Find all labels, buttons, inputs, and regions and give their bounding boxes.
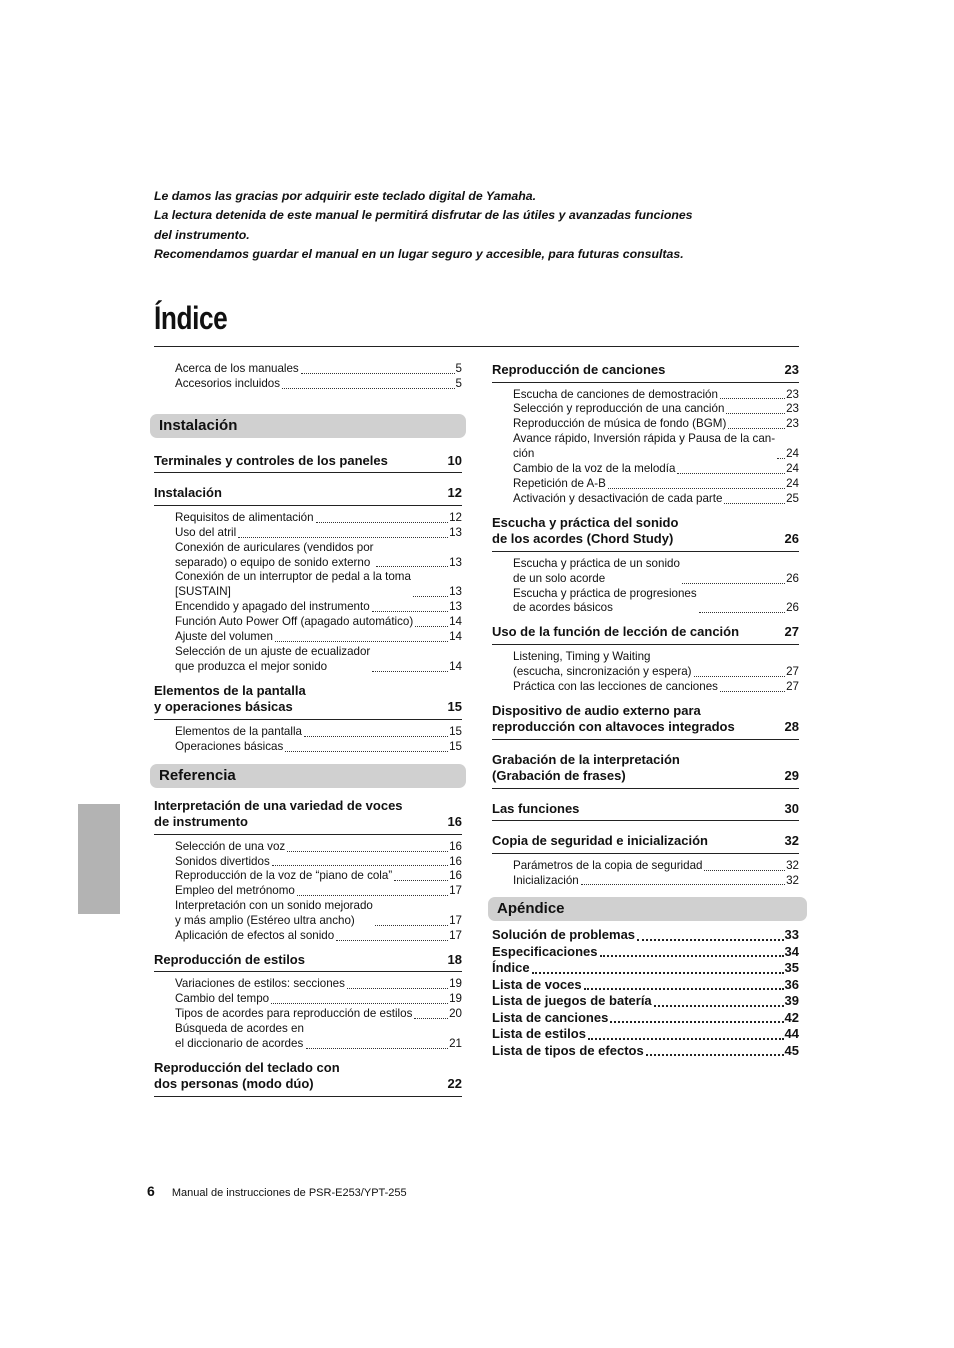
appendix-entry[interactable] xyxy=(492,993,799,1010)
toc-item[interactable] xyxy=(513,462,799,477)
toc-item[interactable] xyxy=(513,477,799,492)
toc-item[interactable] xyxy=(513,557,799,587)
toc-item-page: 23 xyxy=(786,387,799,401)
dot-leader xyxy=(608,488,785,489)
toc-item[interactable] xyxy=(175,977,462,992)
toc-item-label: Escucha de canciones de demostración xyxy=(513,387,718,401)
intro-line: Recomendamos guardar el manual en un lugar seguro y accesible, para futuras consultas. xyxy=(154,246,684,261)
section-header-apendice: Apéndice xyxy=(488,897,807,921)
page-footer xyxy=(147,1183,407,1199)
toc-item-page: 32 xyxy=(786,873,799,887)
title-rule xyxy=(154,346,799,347)
dot-leader xyxy=(532,972,784,974)
chapter-title: Dispositivo de audio externo para reproducción con altavoces integrados xyxy=(492,702,735,735)
side-tab-marker xyxy=(78,804,120,914)
appendix-label: Índice xyxy=(492,960,530,976)
toc-item-label: Escucha y práctica de progresiones de acordes básicos xyxy=(513,586,697,615)
toc-item-label: Parámetros de la copia de seguridad xyxy=(513,858,703,872)
toc-item-label: Avance rápido, Inversión rápida y Pausa de la can- ción xyxy=(513,432,776,461)
appendix-label: Solución de problemas xyxy=(492,927,636,943)
toc-item-label: Elementos de la pantalla xyxy=(175,724,302,738)
toc-item-page: 13 xyxy=(449,585,462,599)
toc-right-column xyxy=(492,350,799,1059)
chapter-entry[interactable] xyxy=(154,952,462,973)
toc-item-page: 17 xyxy=(449,929,462,943)
toc-items xyxy=(492,645,799,695)
appendix-page: 44 xyxy=(784,1026,799,1042)
dot-leader xyxy=(654,1005,784,1007)
toc-item-label: Tipos de acordes para reproducción de estilos xyxy=(175,1007,413,1021)
dot-leader xyxy=(724,503,785,504)
toc-item-label: Selección de un ajuste de ecualizador que produzca el mejor sonido xyxy=(175,644,371,673)
toc-item-page: 19 xyxy=(449,992,462,1006)
toc-item-page: 14 xyxy=(449,659,462,673)
page-title: Índice xyxy=(154,300,228,336)
toc-item[interactable] xyxy=(175,600,462,615)
toc-item-label: Ajuste del volumen xyxy=(175,630,273,644)
dot-leader xyxy=(316,522,449,523)
toc-item-label: Interpretación con un sonido mejorado y más amplio (Estéreo ultra ancho) xyxy=(175,899,373,928)
dot-leader xyxy=(394,880,448,881)
appendix-page: 36 xyxy=(784,976,799,992)
toc-item-label: Listening, Timing y Waiting (escucha, sincronización y espera) xyxy=(513,649,692,678)
chapter-title: Las funciones xyxy=(492,800,580,816)
dot-leader xyxy=(415,626,448,627)
toc-item[interactable] xyxy=(513,388,799,403)
chapter-title: Elementos de la pantalla y operaciones básicas xyxy=(154,682,306,715)
dot-leader xyxy=(720,398,785,399)
appendix-page: 34 xyxy=(784,943,799,959)
dot-leader xyxy=(610,1021,783,1023)
appendix-page: 39 xyxy=(784,993,799,1009)
chapter-page: 30 xyxy=(784,800,799,816)
appendix-entry[interactable] xyxy=(492,1026,799,1043)
dot-leader xyxy=(728,428,785,429)
toc-item[interactable] xyxy=(175,899,462,929)
toc-item[interactable] xyxy=(175,511,462,526)
toc-item-label: Conexión de un interruptor de pedal a la toma [SUSTAIN] xyxy=(175,570,411,599)
chapter-title: Escucha y práctica del sonido de los acordes (Chord Study) xyxy=(492,514,679,547)
toc-item[interactable] xyxy=(175,840,462,855)
toc-item-page: 14 xyxy=(449,630,462,644)
toc-item[interactable] xyxy=(175,526,462,541)
toc-item-label: Encendido y apagado del instrumento xyxy=(175,600,370,614)
toc-item[interactable] xyxy=(175,869,462,884)
toc-item-label: Función Auto Power Off (apagado automático) xyxy=(175,615,414,629)
toc-item-page: 21 xyxy=(449,1037,462,1051)
chapter-entry[interactable] xyxy=(154,1060,462,1097)
footer-text: Manual de instrucciones de PSR-E253/YPT-255 xyxy=(171,1187,407,1199)
dot-leader xyxy=(272,865,448,866)
appendix-entry[interactable] xyxy=(492,927,799,944)
chapter-entry[interactable] xyxy=(154,683,462,720)
toc-item-label: Cambio de la voz de la melodía xyxy=(513,462,676,476)
dot-leader xyxy=(677,473,785,474)
appendix-entry[interactable] xyxy=(492,1043,799,1060)
chapter-entry[interactable] xyxy=(492,515,799,552)
toc-item[interactable] xyxy=(513,402,799,417)
dot-leader xyxy=(682,583,785,584)
toc-item[interactable] xyxy=(175,630,462,645)
toc-items xyxy=(154,972,462,1052)
toc-items xyxy=(154,506,462,675)
dot-leader xyxy=(271,1003,448,1004)
toc-item[interactable] xyxy=(513,859,799,874)
appendix-entry[interactable] xyxy=(492,977,799,994)
dot-leader xyxy=(347,988,448,989)
toc-item-label: Reproducción de la voz de “piano de cola” xyxy=(175,869,393,883)
chapter-title: Copia de seguridad e inicialización xyxy=(492,833,708,849)
intro-text xyxy=(154,187,794,264)
chapter-page: 32 xyxy=(784,833,799,849)
toc-items xyxy=(154,350,462,392)
chapter-page: 22 xyxy=(447,1076,462,1092)
toc-item-page: 15 xyxy=(449,739,462,753)
chapter-page: 18 xyxy=(447,951,462,967)
dot-leader xyxy=(372,671,448,672)
chapter-title: Interpretación de una variedad de voces de instrumento xyxy=(154,797,403,830)
appendix-entry[interactable] xyxy=(492,1010,799,1027)
toc-item-label: Escucha y práctica de un sonido de un solo acorde xyxy=(513,556,680,585)
intro-line: Le damos las gracias por adquirir este teclado digital de Yamaha. xyxy=(154,189,537,203)
toc-item[interactable] xyxy=(175,855,462,870)
dot-leader xyxy=(376,566,449,567)
toc-items xyxy=(492,383,799,507)
toc-items xyxy=(492,552,799,617)
appendix-label: Lista de voces xyxy=(492,976,582,992)
dot-leader xyxy=(304,736,448,737)
chapter-page: 12 xyxy=(447,485,462,501)
dot-leader xyxy=(238,537,448,538)
chapter-entry[interactable] xyxy=(154,453,462,474)
toc-left-column xyxy=(154,350,462,1097)
chapter-title: Terminales y controles de los paneles xyxy=(154,452,388,468)
dot-leader xyxy=(646,1054,784,1056)
toc-item-label: Cambio del tempo xyxy=(175,992,270,1006)
appendix-label: Especificaciones xyxy=(492,943,598,959)
toc-item-page: 17 xyxy=(449,884,462,898)
toc-item-label: Variaciones de estilos: secciones xyxy=(175,977,345,991)
toc-item-label: Requisitos de alimentación xyxy=(175,510,314,524)
toc-item[interactable] xyxy=(175,992,462,1007)
toc-item-page: 16 xyxy=(449,869,462,883)
toc-items xyxy=(154,720,462,755)
toc-item-label: Acerca de los manuales xyxy=(175,362,299,375)
toc-item-label: Uso del atril xyxy=(175,525,237,539)
dot-leader xyxy=(282,388,455,389)
toc-item[interactable] xyxy=(513,432,799,462)
dot-leader xyxy=(413,596,448,597)
dot-leader xyxy=(588,1038,784,1040)
toc-item-page: 12 xyxy=(449,510,462,524)
dot-leader xyxy=(704,870,785,871)
toc-item-page: 27 xyxy=(786,664,799,678)
toc-items xyxy=(492,854,799,889)
toc-item-page: 14 xyxy=(449,615,462,629)
chapter-entry[interactable] xyxy=(154,485,462,506)
toc-item[interactable] xyxy=(175,615,462,630)
toc-item-label: Accesorios incluidos xyxy=(175,376,281,390)
dot-leader xyxy=(720,691,785,692)
toc-item[interactable] xyxy=(175,740,462,755)
toc-item-page: 26 xyxy=(786,571,799,585)
dot-leader xyxy=(584,988,784,990)
toc-item-label: Reproducción de música de fondo (BGM) xyxy=(513,417,727,431)
toc-item-page: 16 xyxy=(449,839,462,853)
dot-leader xyxy=(414,1018,448,1019)
toc-item-label: Práctica con las lecciones de canciones xyxy=(513,679,718,693)
toc-item-label: Selección de una voz xyxy=(175,839,286,853)
dot-leader xyxy=(275,641,448,642)
toc-item-page: 24 xyxy=(786,476,799,490)
chapter-title: Uso de la función de lección de canción xyxy=(492,624,740,640)
dot-leader xyxy=(600,955,784,957)
toc-item-page: 5 xyxy=(455,376,462,390)
chapter-page: 29 xyxy=(784,768,799,784)
toc-item[interactable] xyxy=(513,680,799,695)
chapter-entry[interactable] xyxy=(492,703,799,740)
toc-item-page: 24 xyxy=(786,462,799,476)
toc-item[interactable] xyxy=(175,377,462,392)
toc-item[interactable] xyxy=(175,541,462,571)
toc-item-page: 20 xyxy=(449,1007,462,1021)
toc-item-page: 25 xyxy=(786,491,799,505)
toc-item[interactable] xyxy=(513,650,799,680)
appendix-label: Lista de juegos de batería xyxy=(492,993,652,1009)
chapter-title: Reproducción de estilos xyxy=(154,951,305,967)
toc-item-page: 23 xyxy=(786,417,799,431)
toc-item-page: 24 xyxy=(786,447,799,461)
dot-leader xyxy=(287,851,448,852)
toc-item-page: 32 xyxy=(786,858,799,872)
toc-item-label: Conexión de auriculares (vendidos por separado) o equipo de sonido externo xyxy=(175,540,374,569)
toc-item-label: Selección y reproducción de una canción xyxy=(513,402,725,416)
dot-leader xyxy=(301,373,455,374)
dot-leader xyxy=(306,1048,448,1049)
toc-items xyxy=(154,835,462,944)
chapter-page: 26 xyxy=(784,531,799,547)
chapter-page: 23 xyxy=(784,362,799,377)
intro-line: del instrumento. xyxy=(154,227,250,242)
chapter-entry[interactable] xyxy=(492,752,799,789)
toc-item-label: Operaciones básicas xyxy=(175,739,284,753)
toc-item-label: Búsqueda de acordes en el diccionario de acordes xyxy=(175,1022,304,1051)
toc-item-label: Inicialización xyxy=(513,873,579,887)
dot-leader xyxy=(375,925,448,926)
toc-item[interactable] xyxy=(513,874,799,889)
toc-item[interactable] xyxy=(175,884,462,899)
chapter-entry[interactable] xyxy=(492,624,799,645)
dot-leader xyxy=(726,413,785,414)
chapter-page: 15 xyxy=(447,699,462,715)
appendix-label: Lista de tipos de efectos xyxy=(492,1042,644,1058)
appendix-label: Lista de canciones xyxy=(492,1009,609,1025)
toc-item-page: 16 xyxy=(449,854,462,868)
appendix-page: 45 xyxy=(784,1042,799,1058)
toc-item-page: 17 xyxy=(449,914,462,928)
toc-item-page: 13 xyxy=(449,600,462,614)
section-header-instalacion: Instalación xyxy=(150,414,466,438)
chapter-page: 28 xyxy=(784,719,799,735)
toc-item-page: 13 xyxy=(449,555,462,569)
appendix-page: 33 xyxy=(784,927,799,943)
toc-item[interactable] xyxy=(175,1022,462,1052)
appendix-label: Lista de estilos xyxy=(492,1026,586,1042)
chapter-page: 27 xyxy=(784,624,799,640)
toc-item-page: 13 xyxy=(449,525,462,539)
toc-item-label: Activación y desactivación de cada parte xyxy=(513,491,723,505)
toc-item-page: 27 xyxy=(786,679,799,693)
toc-item[interactable] xyxy=(175,725,462,740)
chapter-page: 16 xyxy=(447,814,462,830)
dot-leader xyxy=(336,940,448,941)
appendix-page: 42 xyxy=(784,1009,799,1025)
section-header-referencia: Referencia xyxy=(150,764,466,788)
dot-leader xyxy=(694,676,786,677)
toc-item[interactable] xyxy=(175,929,462,944)
chapter-entry[interactable] xyxy=(492,801,799,822)
appendix-page: 35 xyxy=(784,960,799,976)
toc-item[interactable] xyxy=(513,587,799,617)
dot-leader xyxy=(637,939,784,941)
appendix-list xyxy=(492,927,799,1059)
chapter-entry[interactable] xyxy=(154,798,462,835)
chapter-entry[interactable] xyxy=(492,833,799,854)
toc-item-page: 5 xyxy=(455,362,462,375)
appendix-entry[interactable] xyxy=(492,960,799,977)
chapter-page: 10 xyxy=(447,452,462,468)
dot-leader xyxy=(285,751,448,752)
toc-item[interactable] xyxy=(175,570,462,600)
chapter-title: Reproducción de canciones xyxy=(492,362,666,377)
toc-item-label: Sonidos divertidos xyxy=(175,854,270,868)
dot-leader xyxy=(777,458,785,459)
toc-item-page: 19 xyxy=(449,977,462,991)
toc-item-label: Repetición de A-B xyxy=(513,476,606,490)
appendix-entry[interactable] xyxy=(492,944,799,961)
chapter-entry[interactable] xyxy=(492,362,799,383)
toc-item[interactable] xyxy=(513,417,799,432)
toc-item-page: 23 xyxy=(786,402,799,416)
toc-item[interactable] xyxy=(175,362,462,377)
page-number: 6 xyxy=(147,1183,155,1199)
dot-leader xyxy=(581,884,785,885)
toc-item[interactable] xyxy=(513,492,799,507)
intro-line: La lectura detenida de este manual le permitirá disfrutar de las útiles y avanzadas funciones xyxy=(154,208,693,223)
chapter-title: Grabación de la interpretación (Grabación de frases) xyxy=(492,751,680,784)
dot-leader xyxy=(699,612,785,613)
toc-item-label: Empleo del metrónomo xyxy=(175,884,295,898)
chapter-title: Instalación xyxy=(154,485,222,501)
dot-leader xyxy=(372,611,448,612)
chapter-title: Reproducción del teclado con dos personas (modo dúo) xyxy=(154,1059,340,1092)
toc-item-label: Aplicación de efectos al sonido xyxy=(175,929,335,943)
dot-leader xyxy=(297,895,448,896)
toc-item-page: 15 xyxy=(449,724,462,738)
toc-item[interactable] xyxy=(175,1007,462,1022)
toc-item[interactable] xyxy=(175,645,462,675)
toc-item-page: 26 xyxy=(786,601,799,615)
